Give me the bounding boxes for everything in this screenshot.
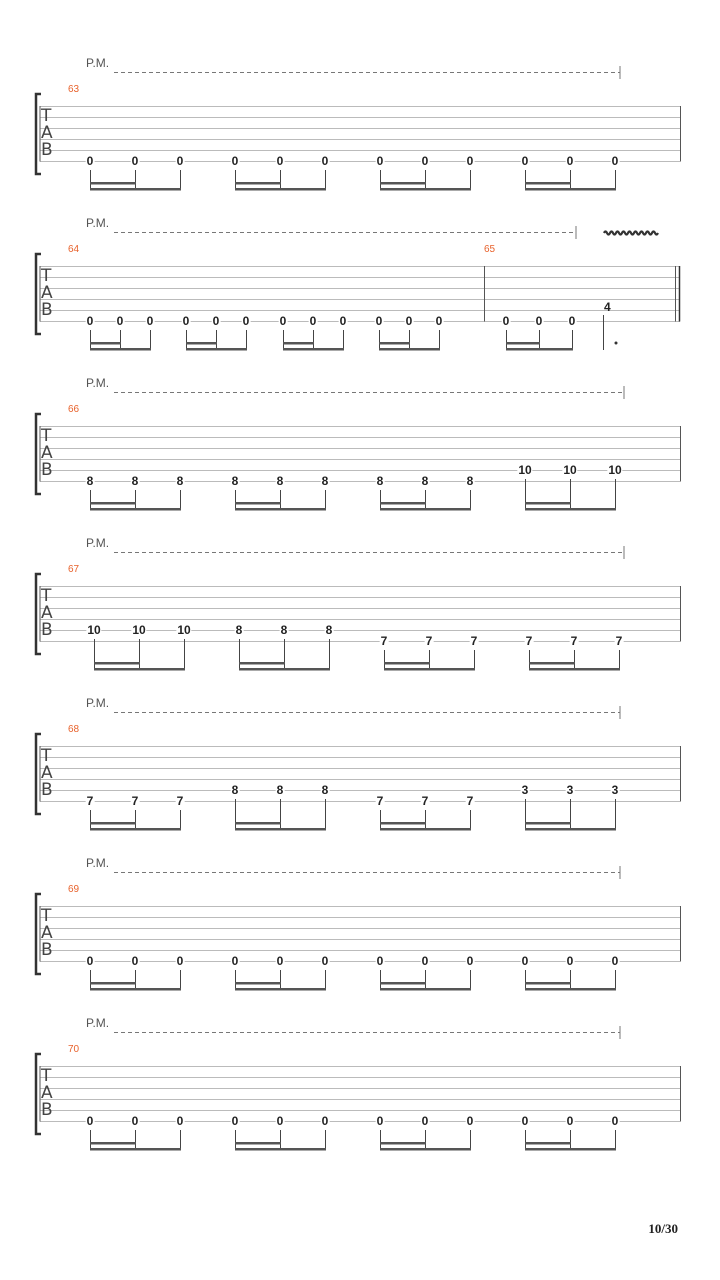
beam bbox=[525, 828, 616, 831]
beam-secondary bbox=[90, 982, 136, 985]
staff-graphics bbox=[0, 220, 720, 380]
tab-clef-letter: T bbox=[41, 906, 52, 926]
fret-number: 8 bbox=[421, 474, 429, 488]
fret-number: 0 bbox=[521, 154, 529, 168]
beam bbox=[94, 668, 185, 671]
beam bbox=[90, 188, 181, 191]
fret-number: 0 bbox=[321, 1114, 329, 1128]
beam bbox=[525, 188, 616, 191]
tab-clef-letter: A bbox=[41, 123, 53, 143]
beam-secondary bbox=[525, 822, 571, 825]
beam bbox=[235, 988, 326, 991]
beam bbox=[380, 1148, 471, 1151]
fret-number: 8 bbox=[376, 474, 384, 488]
palm-mute-label: P.M. bbox=[86, 856, 110, 870]
fret-number: 8 bbox=[231, 783, 239, 797]
fret-number: 0 bbox=[231, 1114, 239, 1128]
tab-clef-letter: B bbox=[41, 780, 53, 800]
beam-secondary bbox=[380, 182, 426, 185]
fret-number: 0 bbox=[568, 314, 576, 328]
fret-number: 0 bbox=[421, 154, 429, 168]
staff-graphics bbox=[0, 700, 720, 860]
fret-number: 0 bbox=[212, 314, 220, 328]
tab-clef-letter: B bbox=[41, 460, 53, 480]
fret-number: 0 bbox=[131, 154, 139, 168]
fret-number: 0 bbox=[535, 314, 543, 328]
fret-number: 7 bbox=[131, 794, 139, 808]
fret-number: 0 bbox=[182, 314, 190, 328]
fret-number: 0 bbox=[242, 314, 250, 328]
fret-number: 7 bbox=[525, 634, 533, 648]
beam bbox=[235, 828, 326, 831]
fret-number: 8 bbox=[321, 474, 329, 488]
beam-secondary bbox=[506, 342, 540, 345]
fret-number: 0 bbox=[146, 314, 154, 328]
staff-graphics bbox=[0, 1020, 720, 1180]
fret-number: 0 bbox=[376, 1114, 384, 1128]
beam-secondary bbox=[90, 1142, 136, 1145]
fret-number: 0 bbox=[611, 1114, 619, 1128]
beam-secondary bbox=[94, 662, 140, 665]
beam bbox=[90, 508, 181, 511]
measure-number: 67 bbox=[68, 564, 80, 575]
beam-secondary bbox=[525, 182, 571, 185]
beam-secondary bbox=[235, 502, 281, 505]
fret-number: 8 bbox=[466, 474, 474, 488]
beam-secondary bbox=[529, 662, 575, 665]
beam-secondary bbox=[283, 342, 314, 345]
beam-secondary bbox=[235, 822, 281, 825]
dot bbox=[615, 342, 618, 345]
beam bbox=[529, 668, 620, 671]
fret-number: 0 bbox=[376, 154, 384, 168]
beam bbox=[235, 188, 326, 191]
tab-clef-letter: T bbox=[41, 106, 52, 126]
fret-number: 0 bbox=[131, 954, 139, 968]
staff-graphics bbox=[0, 380, 720, 540]
beam bbox=[239, 668, 330, 671]
beam-secondary bbox=[235, 182, 281, 185]
fret-number: 0 bbox=[131, 1114, 139, 1128]
fret-number: 0 bbox=[521, 954, 529, 968]
fret-number: 0 bbox=[566, 1114, 574, 1128]
tab-clef-letter: T bbox=[41, 426, 52, 446]
beam bbox=[384, 668, 475, 671]
fret-number: 0 bbox=[231, 154, 239, 168]
measure-number: 69 bbox=[68, 884, 80, 895]
tab-system bbox=[0, 536, 720, 700]
tab-system bbox=[0, 216, 720, 380]
fret-number: 8 bbox=[276, 783, 284, 797]
beam bbox=[235, 1148, 326, 1151]
tab-system bbox=[0, 376, 720, 540]
beam bbox=[90, 988, 181, 991]
beam-secondary bbox=[239, 662, 285, 665]
fret-number: 0 bbox=[405, 314, 413, 328]
fret-number: 0 bbox=[276, 154, 284, 168]
page-number: 10/30 bbox=[648, 1221, 678, 1236]
beam-secondary bbox=[90, 822, 136, 825]
fret-number: 10 bbox=[177, 623, 191, 637]
palm-mute-label: P.M. bbox=[86, 536, 110, 550]
fret-number: 0 bbox=[176, 954, 184, 968]
fret-number: 0 bbox=[116, 314, 124, 328]
fret-number: 0 bbox=[435, 314, 443, 328]
fret-number: 7 bbox=[425, 634, 433, 648]
tab-clef-letter: B bbox=[41, 140, 53, 160]
fret-number: 10 bbox=[87, 623, 101, 637]
fret-number: 0 bbox=[231, 954, 239, 968]
fret-number: 10 bbox=[518, 463, 532, 477]
beam bbox=[380, 188, 471, 191]
tab-clef-letter: A bbox=[41, 283, 53, 303]
fret-number: 7 bbox=[380, 634, 388, 648]
fret-number: 8 bbox=[235, 623, 243, 637]
fret-number: 0 bbox=[86, 1114, 94, 1128]
beam bbox=[379, 348, 440, 351]
vibrato-mark bbox=[604, 232, 658, 235]
beam bbox=[90, 348, 151, 351]
beam-secondary bbox=[380, 822, 426, 825]
beam-secondary bbox=[525, 1142, 571, 1145]
fret-number: 0 bbox=[339, 314, 347, 328]
tab-system bbox=[0, 1016, 720, 1180]
fret-number: 0 bbox=[321, 154, 329, 168]
fret-number: 10 bbox=[132, 623, 146, 637]
tab-system bbox=[0, 856, 720, 1020]
beam-secondary bbox=[380, 1142, 426, 1145]
staff-graphics bbox=[0, 860, 720, 1020]
fret-number: 7 bbox=[570, 634, 578, 648]
fret-number: 8 bbox=[86, 474, 94, 488]
fret-number: 8 bbox=[325, 623, 333, 637]
tab-clef-letter: A bbox=[41, 603, 53, 623]
beam-secondary bbox=[384, 662, 430, 665]
measure-number: 63 bbox=[68, 84, 80, 95]
palm-mute-label: P.M. bbox=[86, 1016, 110, 1030]
fret-number: 0 bbox=[611, 154, 619, 168]
beam-secondary bbox=[90, 182, 136, 185]
fret-number: 8 bbox=[280, 623, 288, 637]
fret-number: 7 bbox=[86, 794, 94, 808]
tab-clef-letter: T bbox=[41, 266, 52, 286]
fret-number: 7 bbox=[615, 634, 623, 648]
fret-number: 0 bbox=[276, 954, 284, 968]
beam bbox=[525, 988, 616, 991]
beam-secondary bbox=[379, 342, 410, 345]
beam bbox=[90, 1148, 181, 1151]
beam bbox=[380, 508, 471, 511]
beam-secondary bbox=[90, 342, 121, 345]
fret-number: 0 bbox=[279, 314, 287, 328]
palm-mute-label: P.M. bbox=[86, 376, 110, 390]
measure-number: 65 bbox=[484, 244, 496, 255]
beam-secondary bbox=[525, 982, 571, 985]
measure-number: 68 bbox=[68, 724, 80, 735]
fret-number: 8 bbox=[176, 474, 184, 488]
fret-number: 0 bbox=[376, 954, 384, 968]
beam bbox=[525, 508, 616, 511]
beam bbox=[283, 348, 344, 351]
fret-number: 0 bbox=[466, 954, 474, 968]
beam-secondary bbox=[235, 1142, 281, 1145]
fret-number: 0 bbox=[309, 314, 317, 328]
measure-number: 70 bbox=[68, 1044, 80, 1055]
tab-clef-letter: T bbox=[41, 1066, 52, 1086]
beam-secondary bbox=[380, 502, 426, 505]
fret-number: 8 bbox=[276, 474, 284, 488]
fret-number: 7 bbox=[466, 794, 474, 808]
fret-number: 3 bbox=[611, 783, 619, 797]
measure-number: 64 bbox=[68, 244, 80, 255]
fret-number: 8 bbox=[131, 474, 139, 488]
palm-mute-label: P.M. bbox=[86, 696, 110, 710]
fret-number: 0 bbox=[375, 314, 383, 328]
tab-clef-letter: A bbox=[41, 1083, 53, 1103]
fret-number: 0 bbox=[521, 1114, 529, 1128]
beam-secondary bbox=[186, 342, 217, 345]
fret-number: 0 bbox=[566, 154, 574, 168]
fret-number: 0 bbox=[276, 1114, 284, 1128]
fret-number: 7 bbox=[470, 634, 478, 648]
fret-number: 0 bbox=[611, 954, 619, 968]
tab-clef-letter: A bbox=[41, 443, 53, 463]
tab-system bbox=[0, 56, 720, 220]
fret-number: 0 bbox=[566, 954, 574, 968]
fret-number: 8 bbox=[231, 474, 239, 488]
fret-number: 10 bbox=[608, 463, 622, 477]
fret-number: 0 bbox=[86, 154, 94, 168]
beam bbox=[380, 988, 471, 991]
fret-number: 0 bbox=[176, 154, 184, 168]
tab-clef-letter: B bbox=[41, 940, 53, 960]
beam bbox=[235, 508, 326, 511]
tab-clef-letter: B bbox=[41, 300, 53, 320]
beam bbox=[525, 1148, 616, 1151]
fret-number: 0 bbox=[176, 1114, 184, 1128]
staff-graphics bbox=[0, 540, 720, 700]
beam-secondary bbox=[90, 502, 136, 505]
fret-number: 0 bbox=[466, 1114, 474, 1128]
fret-number: 7 bbox=[421, 794, 429, 808]
fret-number: 0 bbox=[421, 954, 429, 968]
beam-secondary bbox=[235, 982, 281, 985]
tab-clef-letter: A bbox=[41, 923, 53, 943]
measure-number: 66 bbox=[68, 404, 80, 415]
fret-number: 0 bbox=[502, 314, 510, 328]
fret-number: 3 bbox=[521, 783, 529, 797]
fret-number: 0 bbox=[321, 954, 329, 968]
fret-number: 7 bbox=[376, 794, 384, 808]
beam bbox=[186, 348, 247, 351]
fret-number: 8 bbox=[321, 783, 329, 797]
fret-number: 0 bbox=[86, 314, 94, 328]
palm-mute-label: P.M. bbox=[86, 56, 110, 70]
beam bbox=[506, 348, 573, 351]
beam-secondary bbox=[380, 982, 426, 985]
fret-number: 0 bbox=[86, 954, 94, 968]
tab-clef-letter: T bbox=[41, 746, 52, 766]
palm-mute-label: P.M. bbox=[86, 216, 110, 230]
tab-clef-letter: B bbox=[41, 1100, 53, 1120]
fret-number: 10 bbox=[563, 463, 577, 477]
fret-number: 3 bbox=[566, 783, 574, 797]
beam bbox=[90, 828, 181, 831]
tab-clef-letter: B bbox=[41, 620, 53, 640]
tab-clef-letter: T bbox=[41, 586, 52, 606]
beam-secondary bbox=[525, 502, 571, 505]
fret-number: 7 bbox=[176, 794, 184, 808]
tab-clef-letter: A bbox=[41, 763, 53, 783]
note-duration: 4 bbox=[604, 300, 611, 314]
staff-graphics bbox=[0, 60, 720, 220]
fret-number: 0 bbox=[466, 154, 474, 168]
tab-system bbox=[0, 696, 720, 860]
fret-number: 0 bbox=[421, 1114, 429, 1128]
beam bbox=[380, 828, 471, 831]
